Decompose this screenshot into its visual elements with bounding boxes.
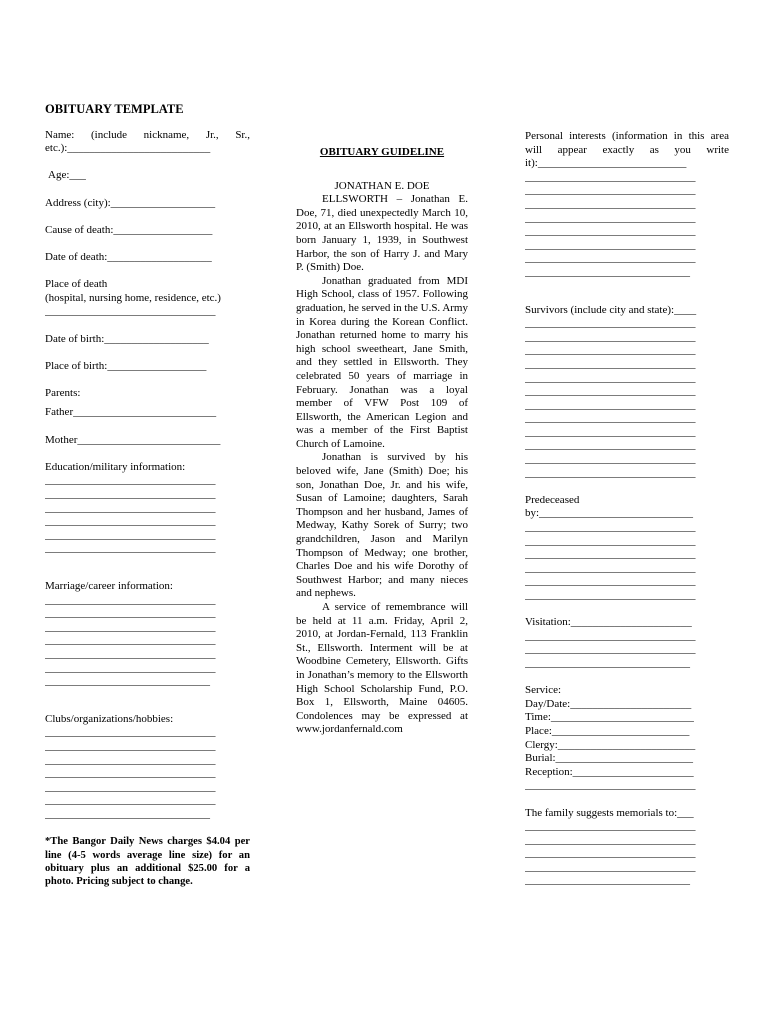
page-title: OBITUARY TEMPLATE bbox=[45, 102, 184, 116]
blank-line: _______________________________ bbox=[45, 753, 216, 766]
place-of-death-hint: (hospital, nursing home, residence, etc.) bbox=[45, 291, 221, 304]
blank-line: _______________________________ bbox=[45, 607, 216, 620]
date-of-death-field: Date of death:___________________ bbox=[45, 250, 212, 263]
blank-line: _______________________________ bbox=[45, 620, 216, 633]
survivors-lines bbox=[525, 317, 729, 480]
blank-line: _______________________________ bbox=[45, 474, 216, 487]
name-field: Name: (include nickname, Jr., Sr., etc.):__________________________ bbox=[45, 128, 250, 155]
blank-line: _______________________________ bbox=[45, 647, 216, 660]
address-field: Address (city):___________________ bbox=[45, 196, 216, 209]
place-of-death-label: Place of death bbox=[45, 278, 108, 291]
education-lines bbox=[45, 474, 250, 556]
place-of-death-line: _______________________________ bbox=[45, 305, 216, 318]
blank-line: _______________________________ bbox=[525, 330, 696, 343]
blank-line: _______________________________ bbox=[45, 542, 216, 555]
blank-line: _______________________________ bbox=[45, 794, 216, 807]
sample-paragraph: A service of remembrance will be held at 11 a.m. Friday, April 2, 2010, at Jordan-Fernald, 113 Franklin St., Ellsworth. Interment will be at Woodbine Cemetery, Ellsworth. Gifts in Jonathan’s memory to the Ellsworth High School Scholarship Fund, P.O. Box 1, Ellsworth, Maine 04605. Condolences may be expressed at www.jordanfernald.com bbox=[296, 601, 468, 736]
blank-line: _______________________________ bbox=[525, 453, 696, 466]
sample-paragraph: ELLSWORTH – Jonathan E. Doe, 71, died unexpectedly March 10, 2010, at an Ellsworth hospital. He was born January 1, 1939, in Southwest Harbor, the son of Harry J. and Mary P. (Smith) Doe. bbox=[296, 193, 468, 274]
father-field: Father__________________________ bbox=[45, 406, 217, 419]
service-label: Service: bbox=[525, 684, 562, 697]
date-of-birth-field: Date of birth:___________________ bbox=[45, 332, 209, 345]
mother-field: Mother__________________________ bbox=[45, 433, 221, 446]
burial-field: Burial:_________________________ bbox=[525, 752, 694, 765]
blank-line: _______________________________ bbox=[525, 211, 696, 224]
blank-line: _______________________________ bbox=[525, 629, 696, 642]
blank-line: _______________________________ bbox=[525, 521, 696, 534]
education-label: Education/military information: bbox=[45, 460, 186, 473]
blank-line: _______________________________ bbox=[525, 833, 696, 846]
blank-line: _______________________________ bbox=[525, 344, 696, 357]
blank-line: _______________________________ bbox=[525, 548, 696, 561]
interests-lines bbox=[525, 171, 729, 280]
blank-line: _______________________________ bbox=[525, 371, 696, 384]
blank-line: _______________________________ bbox=[525, 575, 696, 588]
blank-line: _______________________________ bbox=[525, 225, 696, 238]
blank-line: _______________________________ bbox=[45, 528, 216, 541]
blank-line: _______________________________ bbox=[45, 501, 216, 514]
reception-field: Reception:______________________ bbox=[525, 765, 694, 778]
blank-line: _______________________________ bbox=[525, 357, 696, 370]
blank-line: ______________________________ bbox=[45, 807, 210, 820]
blank-line: _______________________________ bbox=[45, 515, 216, 528]
blank-line: ______________________________ bbox=[525, 874, 690, 887]
marriage-lines bbox=[45, 594, 250, 689]
blank-line: _______________________________ bbox=[525, 184, 696, 197]
blank-line: _______________________________ bbox=[525, 847, 696, 860]
predeceased-label: Predeceased bbox=[525, 493, 580, 506]
place-field: Place:_________________________ bbox=[525, 724, 690, 737]
blank-line: _______________________________ bbox=[525, 412, 696, 425]
clubs-lines bbox=[45, 726, 250, 821]
blank-line: _______________________________ bbox=[525, 779, 696, 792]
sample-paragraph: Jonathan graduated from MDI High School, class of 1957. Following graduation, he served in the U.S. Army in Korea during the Korean Conflict. Jonathan returned home to marry his high school sweetheart, Jane Smith, and they settled in Ellsworth. They celebrated 50 years of marriage in February. Jonathan was a loyal member of VFW Post 109 of Ellsworth, the American Legion and was a member of the First Baptist Church of Lamoine. bbox=[296, 274, 468, 450]
survivors-label: Survivors (include city and state):____ bbox=[525, 303, 697, 316]
age-field: Age:___ bbox=[48, 169, 86, 182]
blank-line: _______________________________ bbox=[525, 860, 696, 873]
blank-line: _______________________________ bbox=[525, 534, 696, 547]
visitation-lines bbox=[525, 630, 729, 671]
blank-line: _______________________________ bbox=[45, 593, 216, 606]
blank-line: _______________________________ bbox=[525, 589, 696, 601]
memorials-field: The family suggests memorials to:___ bbox=[525, 806, 694, 819]
blank-line: _______________________________ bbox=[525, 425, 696, 438]
blank-line: _______________________________ bbox=[45, 739, 216, 752]
blank-line: _______________________________ bbox=[525, 238, 696, 251]
blank-line: _______________________________ bbox=[45, 661, 216, 674]
template-form-column-right bbox=[525, 130, 729, 888]
blank-line: _______________________________ bbox=[525, 820, 696, 833]
blank-line: _______________________________ bbox=[525, 398, 696, 411]
blank-line: ______________________________ bbox=[525, 265, 690, 278]
blank-line: _______________________________ bbox=[525, 643, 696, 656]
day-date-field: Day/Date:______________________ bbox=[525, 697, 692, 710]
memorials-lines bbox=[525, 820, 729, 888]
blank-line: _______________________________ bbox=[45, 780, 216, 793]
blank-line: ______________________________ bbox=[45, 675, 210, 688]
marriage-label: Marriage/career information: bbox=[45, 580, 173, 592]
blank-line: _______________________________ bbox=[525, 252, 696, 265]
sample-name: JONATHAN E. DOE bbox=[334, 179, 430, 192]
blank-line: _______________________________ bbox=[525, 439, 696, 452]
sample-paragraph: Jonathan is survived by his beloved wife, Jane (Smith) Doe; his son, Jonathan Doe, Jr. and his wife, Susan of Lamoine; daughters, Sarah Thompson and her husband, James of Medway, Kathy Sorek of Surry; two grandchildren, Jason and Marilyn Thompson of Medway; one brother, Charles Doe and his wife Dorothy of Southwest Harbor; and many nieces and nephews. bbox=[296, 451, 468, 600]
blank-line: _______________________________ bbox=[525, 561, 696, 574]
blank-line: _______________________________ bbox=[45, 726, 216, 739]
personal-interests-field: Personal interests (information in this area will appear exactly as you write it):___________________________ bbox=[525, 130, 729, 170]
blank-line: _______________________________ bbox=[525, 466, 696, 479]
visitation-field: Visitation:______________________ bbox=[525, 616, 692, 629]
blank-line: _______________________________ bbox=[45, 767, 216, 780]
blank-line: _______________________________ bbox=[525, 317, 696, 330]
pricing-note: *The Bangor Daily News charges $4.04 per line (4-5 words average line size) for an obituary plus an additional $25.00 for a photo. Pricing subject to change. bbox=[45, 836, 250, 888]
clubs-label: Clubs/organizations/hobbies: bbox=[45, 712, 174, 725]
blank-line: _______________________________ bbox=[45, 488, 216, 501]
time-field: Time:__________________________ bbox=[525, 711, 694, 724]
predeceased-lines bbox=[525, 521, 729, 603]
template-form-column bbox=[45, 103, 250, 889]
parents-label: Parents: bbox=[45, 386, 81, 399]
blank-line: _______________________________ bbox=[525, 197, 696, 210]
blank-line: _______________________________ bbox=[525, 385, 696, 398]
predeceased-by-field: by:____________________________ bbox=[525, 507, 694, 520]
guideline-title: OBITUARY GUIDELINE bbox=[319, 146, 445, 158]
cause-of-death-field: Cause of death:__________________ bbox=[45, 223, 213, 236]
blank-line: _______________________________ bbox=[525, 170, 696, 183]
blank-line: ______________________________ bbox=[525, 656, 690, 669]
blank-line: _______________________________ bbox=[45, 634, 216, 647]
clergy-field: Clergy:_________________________ bbox=[525, 738, 696, 751]
guideline-column bbox=[296, 146, 468, 737]
place-of-birth-field: Place of birth:__________________ bbox=[45, 359, 207, 372]
